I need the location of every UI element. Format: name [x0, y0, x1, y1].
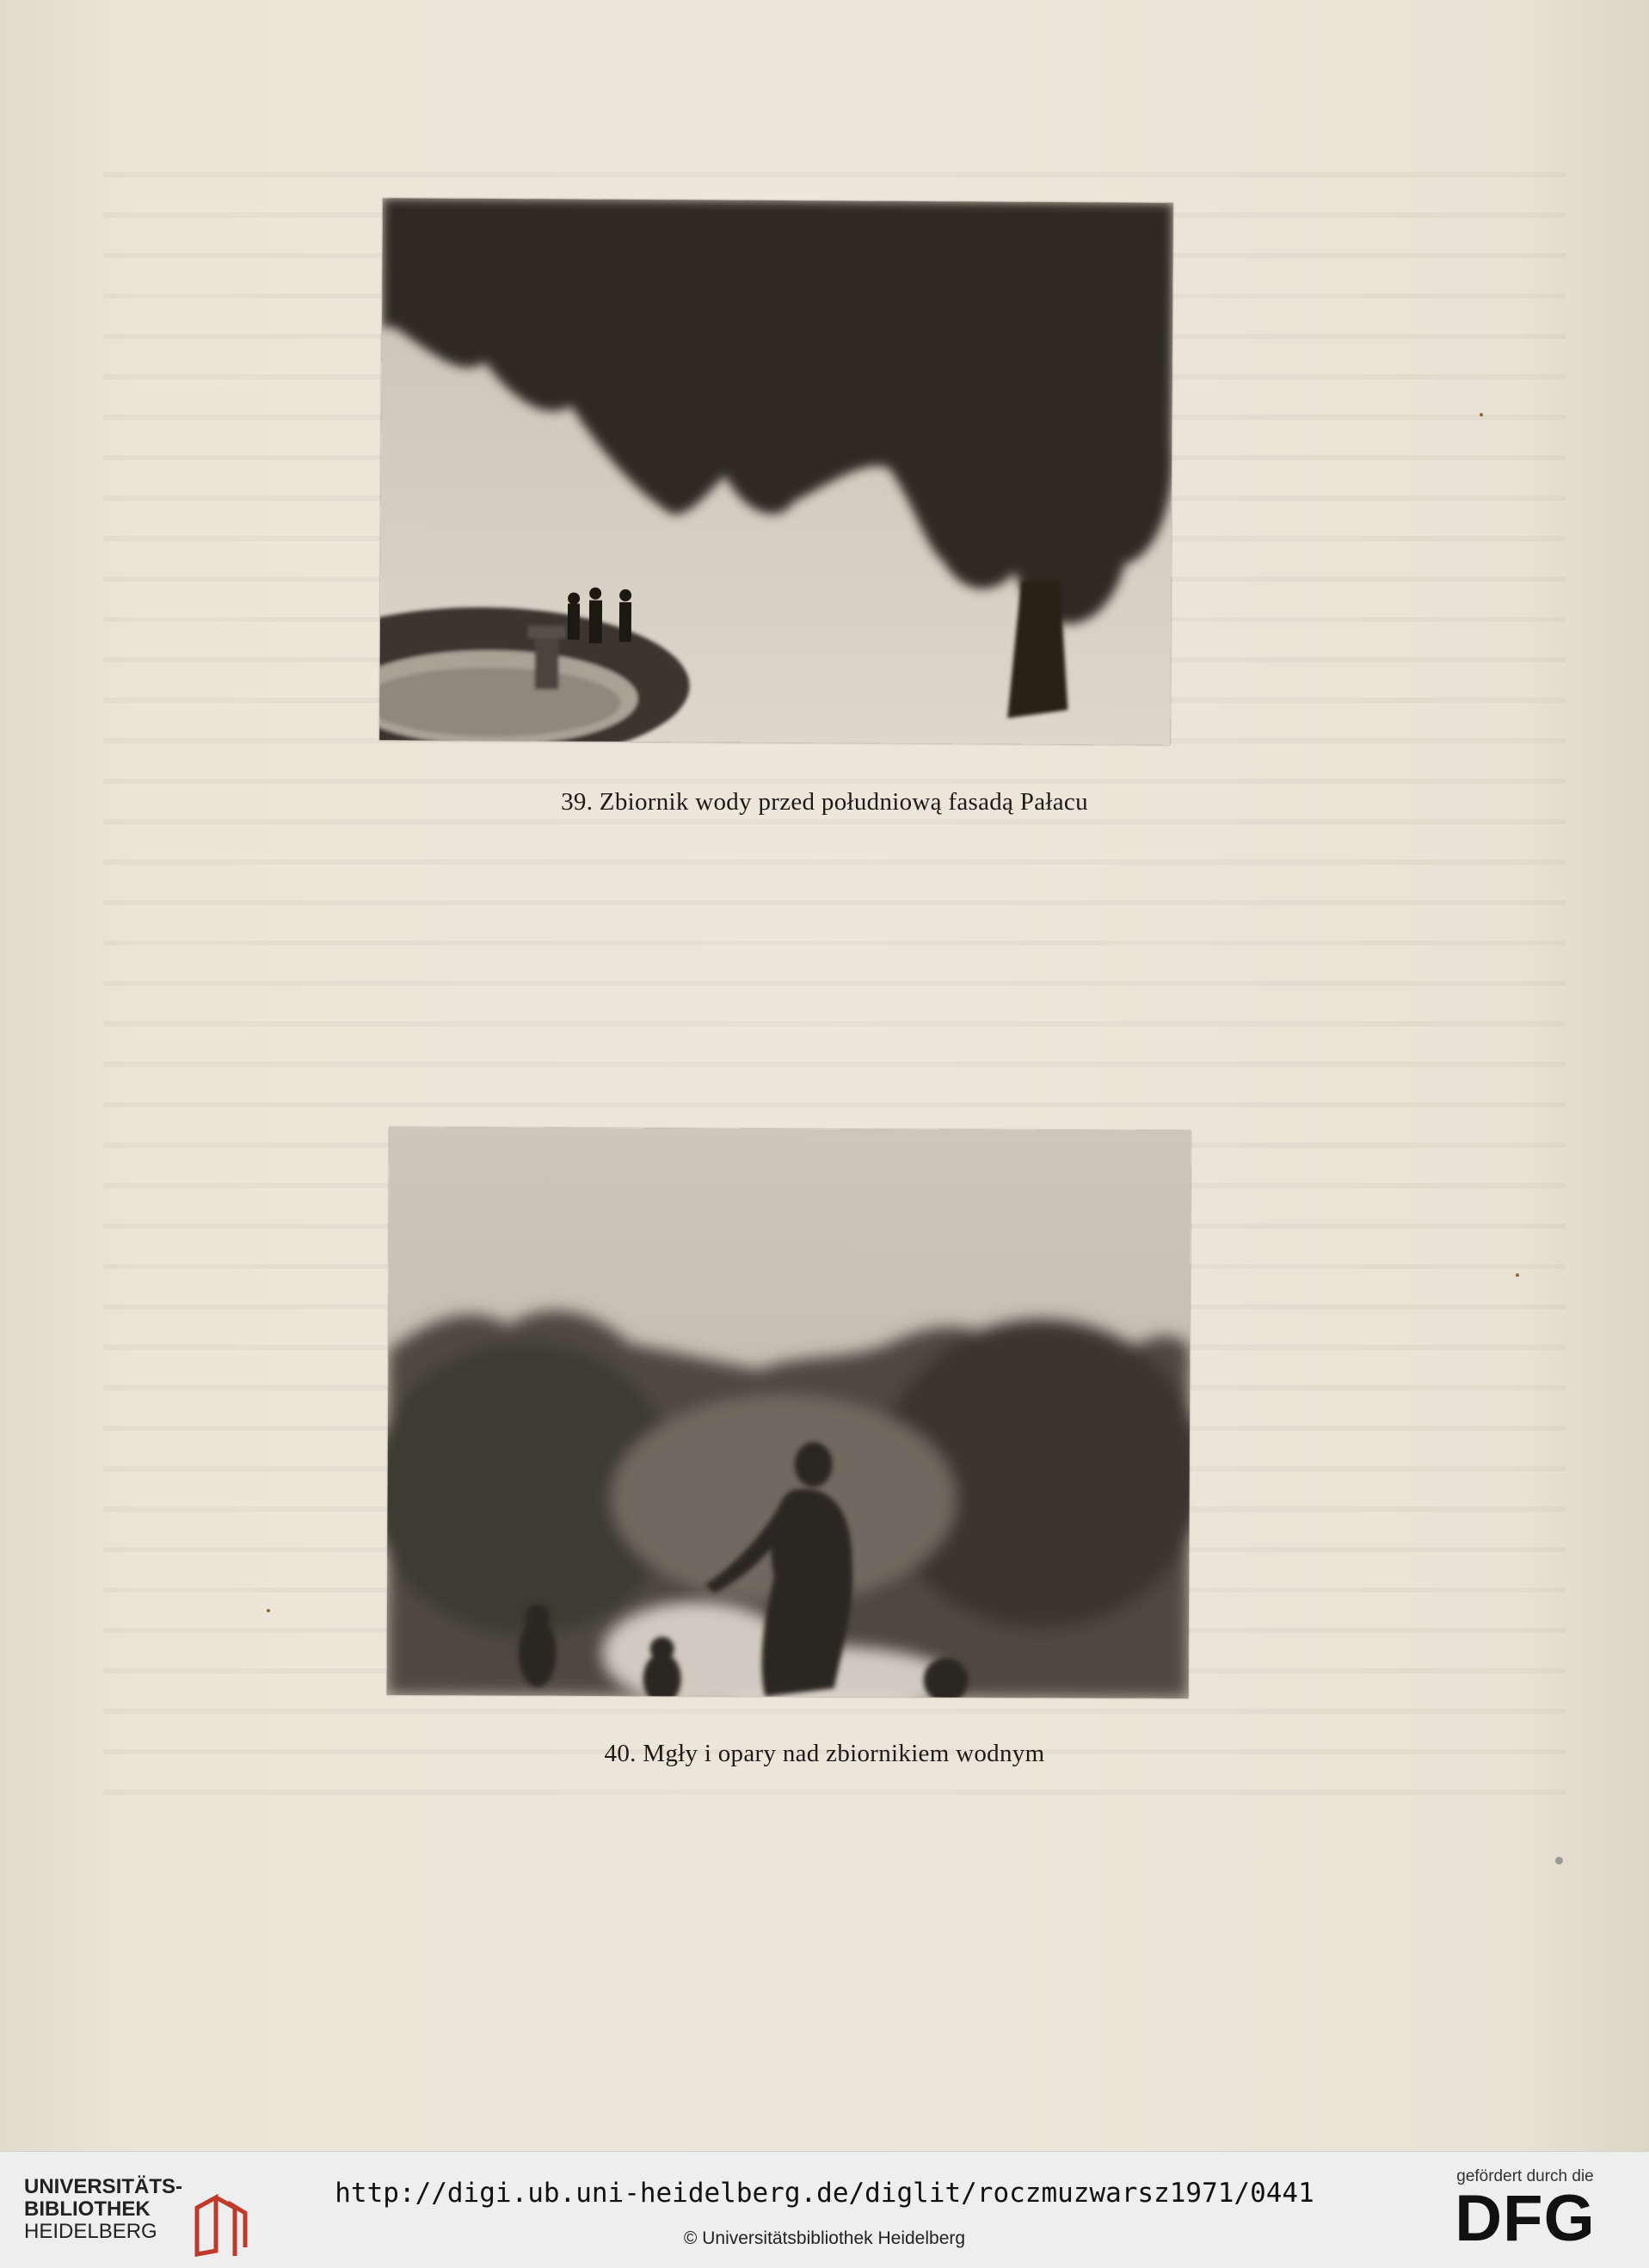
copyright-notice: © Universitätsbibliothek Heidelberg — [683, 2228, 966, 2248]
library-line-3: HEIDELBERG — [24, 2220, 157, 2243]
viewer-footer — [0, 2151, 1649, 2268]
figure-caption-40: 40. Mgły i opary nad zbiornikiem wodnym — [604, 1740, 1045, 1767]
library-line-2: BIBLIOTHEK — [24, 2197, 151, 2221]
library-line-1: UNIVERSITÄTS- — [24, 2175, 183, 2198]
figure-caption-39: 39. Zbiornik wody przed południową fasadą Pałacu — [561, 788, 1088, 816]
photo-fountain-basin — [379, 198, 1173, 745]
dfg-funding-logo[interactable] — [1439, 2167, 1611, 2253]
funding-note: gefördert durch die — [1456, 2167, 1594, 2185]
dfg-logo-text: DFG — [1455, 2182, 1596, 2255]
photo-misty-pond-image — [387, 1127, 1191, 1698]
photo-fountain-basin-image — [379, 198, 1173, 745]
permalink-url[interactable]: http://digi.ub.uni-heidelberg.de/diglit/roczmuzwarsz1971/0441 — [335, 2178, 1314, 2209]
photo-misty-pond — [387, 1127, 1191, 1698]
